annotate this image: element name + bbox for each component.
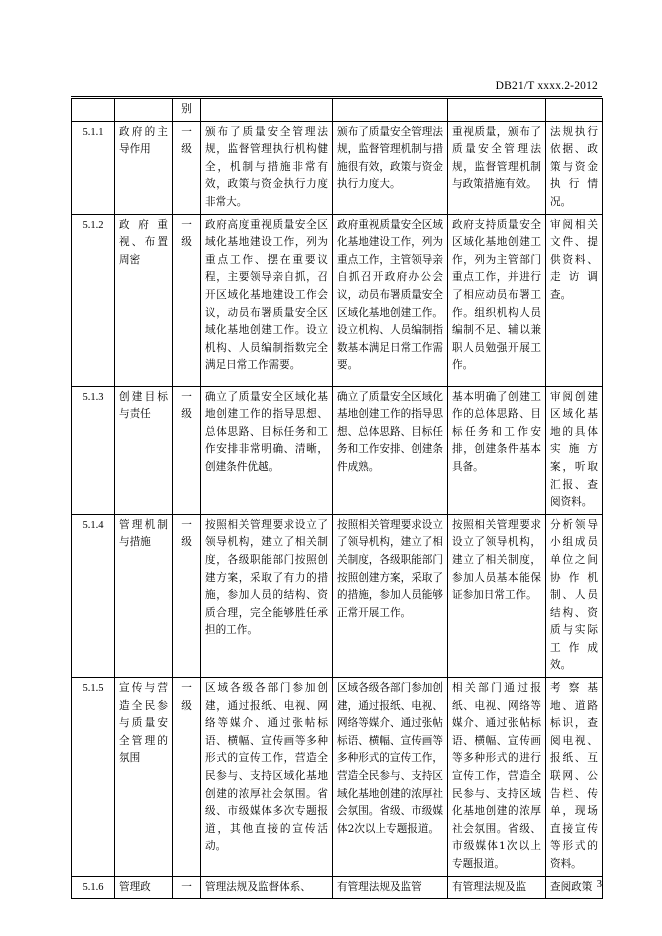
header-rule [71, 96, 602, 97]
table-cell [115, 99, 173, 122]
table-row [72, 121, 603, 214]
table-row [72, 876, 603, 899]
criteria-good: 区域各级各部门参加创建，通过报纸、电视、网络等媒介、通过张帖标语、横幅、宣传画等多种形式的宣传工作，营造全民参与、支持区域化基地创建的浓厚社会氛围。省级、市级媒体2次以上专题报道。 [333, 678, 448, 877]
item-id: 5.1.6 [72, 876, 115, 899]
table-row [72, 514, 603, 677]
item-name: 管理机制与措施 [115, 514, 173, 677]
criteria-pass: 重视质量，颁布了质量安全管理法规，监督管理机制与政策措施有效。 [448, 121, 546, 214]
page-number: 3 [596, 879, 602, 890]
criteria-table [71, 98, 603, 899]
table-cell [448, 99, 546, 122]
criteria-good: 有管理法规及监管 [333, 876, 448, 899]
assessment-method: 分析领导小组成员单位之间协作机制、人员结构、资质与实际工作成效。 [546, 514, 603, 677]
criteria-good: 按照相关管理要求设立了领导机构，建立了相关制度，各级职能部门按照创建方案，采取了的措施，参加人员能够正常开展工作。 [333, 514, 448, 677]
criteria-excellent: 区域各级各部门参加创建，通过报纸、电视、网络等媒介、通过张帖标语、横幅、宣传画等多种形式的宣传工作，营造全民参与、支持区域化基地创建的浓厚社会氛围。省级、市级媒体多次专题报道，其他直接的宣传活动。 [201, 678, 333, 877]
item-name: 宣传与营造全民参与质量安全管理的氛围 [115, 678, 173, 877]
assessment-method: 查阅政策 [546, 876, 603, 899]
item-name: 政府的主导作用 [115, 121, 173, 214]
assessment-method: 考察基地、道路标识，查阅电视、报纸、互联网、公告栏、传单，现场直接宣传等形式的资料。 [546, 678, 603, 877]
item-level: 一级 [173, 214, 201, 386]
table-cell [201, 99, 333, 122]
table-cell: 别 [173, 99, 201, 122]
criteria-pass: 相关部门通过报纸、电视、网络等媒介、通过张帖标语、横幅、宣传画等多种形式的进行宣传工作，营造全民参与、支持区域化基地创建的浓厚社会氛围。省级、市级媒体1次以上专题报道。 [448, 678, 546, 877]
item-id: 5.1.1 [72, 121, 115, 214]
item-id: 5.1.5 [72, 678, 115, 877]
item-name: 创建目标与责任 [115, 386, 173, 514]
criteria-excellent: 管理法规及监督体系、 [201, 876, 333, 899]
criteria-pass: 按照相关管理要求设立了领导机构，建立了相关制度，参加人员基本能保证参加日常工作。 [448, 514, 546, 677]
item-id: 5.1.2 [72, 214, 115, 386]
table-cell [72, 99, 115, 122]
assessment-method: 审阅创建区域化基地的具体实施方案，听取汇报、查阅资料。 [546, 386, 603, 514]
item-level: 一级 [173, 514, 201, 677]
table-row [72, 386, 603, 514]
item-level: 一 [173, 876, 201, 899]
criteria-excellent: 按照相关管理要求设立了领导机构，建立了相关制度，各级职能部门按照创建方案，采取了有力的措施，参加人员的结构、资质合理，完全能够胜任承担的工作。 [201, 514, 333, 677]
item-id: 5.1.4 [72, 514, 115, 677]
criteria-pass: 基本明确了创建工作的总体思路、目标任务和工作安排，创建条件基本具备。 [448, 386, 546, 514]
item-name: 管理政 [115, 876, 173, 899]
item-level: 一级 [173, 121, 201, 214]
assessment-method: 审阅相关文件、提供资料、走访调查。 [546, 214, 603, 386]
item-level: 一级 [173, 678, 201, 877]
criteria-good: 确立了质量安全区域化基地创建工作的指导思想、总体思路、目标任务和工作安排、创建条件成熟。 [333, 386, 448, 514]
table-row [72, 678, 603, 877]
criteria-excellent: 政府高度重视质量安全区域化基地建设工作，列为重点工作、摆在重要议程，主要领导亲自抓，召开区域化基地建设工作会议，动员布署质量安全区域化基地创建工作。设立机构、人员编制指数完全满足日常工作需要。 [201, 214, 333, 386]
table-row [72, 214, 603, 386]
criteria-good: 政府重视质量安全区域化基地建设工作，列为重点工作，主管领导亲自抓召开政府办公会议，动员布署质量安全区域化基地创建工作。设立机构、人员编制指数基本满足日常工作需要。 [333, 214, 448, 386]
document-id: DB21/T xxxx.2-2012 [495, 80, 598, 92]
table-cell [546, 99, 603, 122]
criteria-excellent: 颁布了质量安全管理法规，监督管理执行机构健全，机制与措施非常有效，政策与资金执行力度非常大。 [201, 121, 333, 214]
item-id: 5.1.3 [72, 386, 115, 514]
criteria-pass: 有管理法规及监 [448, 876, 546, 899]
item-level: 一级 [173, 386, 201, 514]
criteria-good: 颁布了质量安全管理法规，监督管理机制与措施很有效，政策与资金执行力度大。 [333, 121, 448, 214]
item-name: 政府重视、布置周密 [115, 214, 173, 386]
criteria-pass: 政府支持质量安全区域化基地创建工作，列为主管部门重点工作，并进行了相应动员布署工作。组织机构人员编制不足、辅以兼职人员勉强开展工作。 [448, 214, 546, 386]
assessment-method: 法规执行依据、政策与资金执行情况。 [546, 121, 603, 214]
table-row [72, 99, 603, 122]
table-cell [333, 99, 448, 122]
criteria-excellent: 确立了质量安全区域化基地创建工作的指导思想、总体思路、目标任务和工作安排非常明确、清晰，创建条件优越。 [201, 386, 333, 514]
